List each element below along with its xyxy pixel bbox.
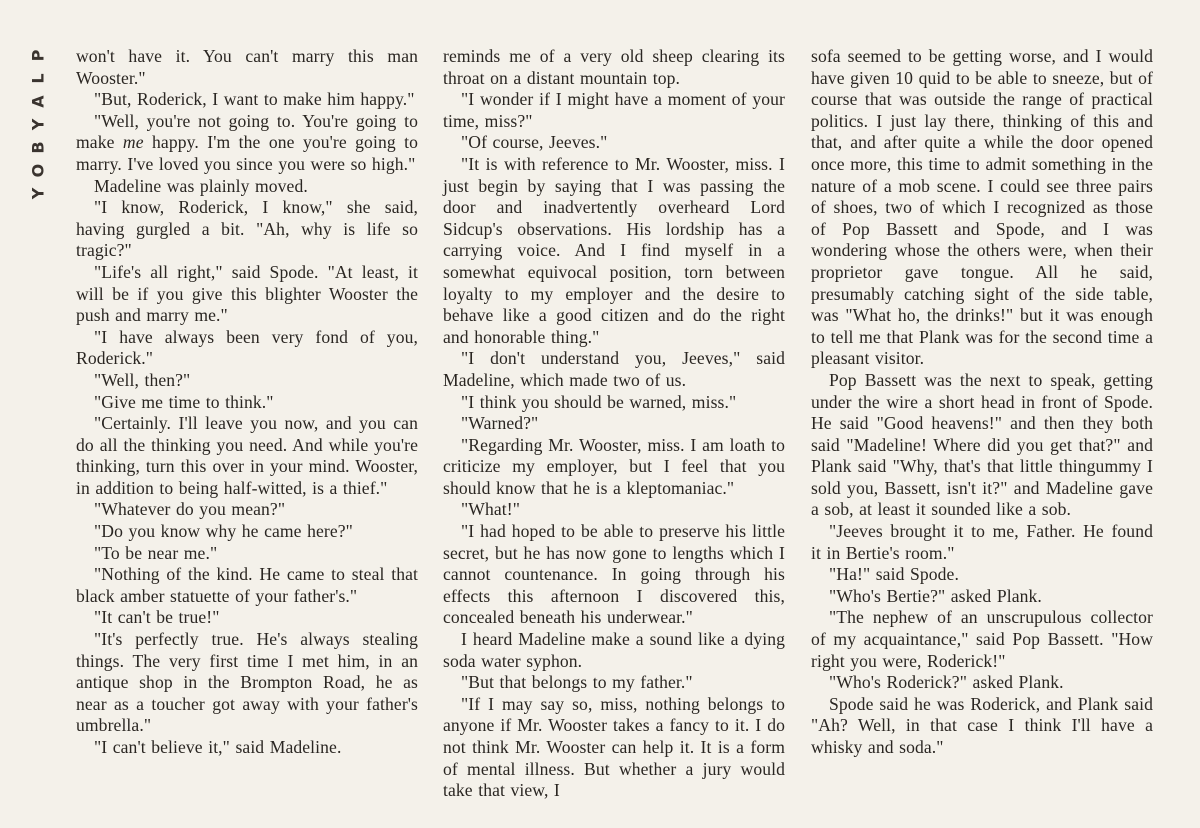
paragraph: "It's perfectly true. He's always stealing things. The very first time I met him, in an antique shop in the Brompton Road, he as near as a toucher got away with your father's umbrella." bbox=[76, 629, 418, 736]
paragraph: "What!" bbox=[461, 499, 521, 520]
paragraph: "I think you should be warned, miss." bbox=[461, 391, 737, 412]
sidebar-letter: O bbox=[28, 163, 48, 178]
paragraph: "It is with reference to Mr. Wooster, miss. I just begin by saying that I was passing the door and inadvertently overheard Lord Sidcup's observations. His lordship has a carrying voice. And I find myself in a somewhat equivocal position, torn between loyalty to my employer and the desire to behave like a good citizen and do the right and honorable thing." bbox=[443, 153, 785, 347]
paragraph: "Give me time to think." bbox=[94, 391, 274, 412]
paragraph: "But, Roderick, I want to make him happy." bbox=[94, 89, 415, 110]
paragraph: "Do you know why he came here?" bbox=[94, 521, 353, 542]
sidebar-letter: A bbox=[28, 95, 48, 108]
paragraph: "Who's Roderick?" asked Plank. bbox=[829, 672, 1064, 693]
paragraph: "The nephew of an unscrupulous collector of my acquaintance," said Pop Bassett. "How right you were, Roderick!" bbox=[811, 607, 1153, 671]
magazine-sidebar-label bbox=[26, 44, 50, 205]
sidebar-letter: L bbox=[28, 73, 48, 84]
sidebar-letter: P bbox=[28, 49, 48, 62]
paragraph: "Ha!" said Spode. bbox=[829, 564, 959, 585]
paragraph: "I can't believe it," said Madeline. bbox=[94, 737, 342, 757]
text-column-2 bbox=[443, 46, 785, 802]
emphasis: me bbox=[122, 132, 144, 153]
paragraph: "Jeeves brought it to me, Father. He found it in Bertie's room." bbox=[811, 521, 1153, 563]
paragraph: "Certainly. I'll leave you now, and you can do all the thinking you need. And while you're thinking, turn this over in your mind. Wooster, in addition to being half-witted, is a thief." bbox=[76, 413, 418, 498]
sidebar-letter: B bbox=[28, 141, 48, 154]
paragraph: "It can't be true!" bbox=[94, 607, 220, 628]
text-column-3 bbox=[811, 46, 1153, 759]
paragraph: "Well, you're not going to. You're going to make me happy. I'm the one you're going to marry. I've loved you since you were so high." bbox=[76, 110, 419, 174]
paragraph: "Warned?" bbox=[461, 413, 539, 434]
paragraph: Pop Bassett was the next to speak, getting under the wire a short head in front of Spode. He said "Good heavens!" and then they both said "Madeline! Where did you get that?" and Plank said "Why, that's that little thingummy I sold you, Bassett, isn't it?" and Madeline gave a sob, at least it sounded like a sob. bbox=[811, 369, 1153, 520]
paragraph: "I know, Roderick, I know," she said, having gurgled a bit. "Ah, why is life so tragic?" bbox=[76, 197, 418, 261]
paragraph: sofa seemed to be getting worse, and I would have given 10 quid to be able to sneeze, but of course that was outside the range of practical politics. I just lay there, thinking of this and that, and after quite a while the door opened once more, this time to admit something in the nature of a mob scene. I could see three pairs of shoes, two of which I recognized as those of Pop Bassett and Spode, and I was wondering whose the others were, when their proprietor gave tongue. All he said, presumably catching sight of the side table, was "What ho, the drinks!" but it was enough to tell me that Plank was for the second time a pleasant visitor. bbox=[811, 46, 1153, 369]
paragraph: "Well, then?" bbox=[94, 369, 191, 390]
paragraph: "I had hoped to be able to preserve his little secret, but he has now gone to lengths which I cannot countenance. In going through his effects this afternoon I discovered this, concealed beneath his underwear." bbox=[443, 521, 785, 628]
paragraph: "I wonder if I might have a moment of your time, miss?" bbox=[443, 89, 785, 131]
paragraph: "But that belongs to my father." bbox=[461, 672, 693, 693]
text-column-1 bbox=[76, 46, 418, 759]
paragraph: "Who's Bertie?" asked Plank. bbox=[829, 585, 1042, 606]
paragraph: "Regarding Mr. Wooster, miss. I am loath to criticize my employer, but I feel that you should know that he is a kleptomaniac." bbox=[443, 434, 785, 498]
paragraph: "I have always been very fond of you, Roderick." bbox=[76, 326, 418, 369]
paragraph: "Of course, Jeeves." bbox=[461, 132, 608, 153]
sidebar-letter: Y bbox=[28, 187, 48, 200]
paragraph: Madeline was plainly moved. bbox=[94, 175, 308, 196]
paragraph: I heard Madeline make a sound like a dying soda water syphon. bbox=[443, 629, 785, 671]
paragraph: "Life's all right," said Spode. "At least, it will be if you give this blighter Wooster the push and marry me." bbox=[76, 261, 418, 326]
paragraph: "Nothing of the kind. He came to steal that black amber statuette of your father's." bbox=[76, 564, 418, 606]
paragraph: Spode said he was Roderick, and Plank said "Ah? Well, in that case I think I'll have a whisky and soda." bbox=[811, 693, 1153, 757]
paragraph: won't have it. You can't marry this man Wooster." bbox=[76, 46, 418, 88]
paragraph: "Whatever do you mean?" bbox=[94, 499, 286, 520]
paragraph: reminds me of a very old sheep clearing its throat on a distant mountain top. bbox=[443, 46, 785, 88]
paragraph: "I don't understand you, Jeeves," said Madeline, which made two of us. bbox=[443, 348, 785, 390]
sidebar-letter: Y bbox=[28, 118, 48, 131]
paragraph: "If I may say so, miss, nothing belongs to anyone if Mr. Wooster takes a fancy to it. I do not think Mr. Wooster can help it. It is a form of mental illness. But whether a jury would take that view, I bbox=[443, 693, 785, 801]
paragraph: "To be near me." bbox=[94, 542, 218, 563]
